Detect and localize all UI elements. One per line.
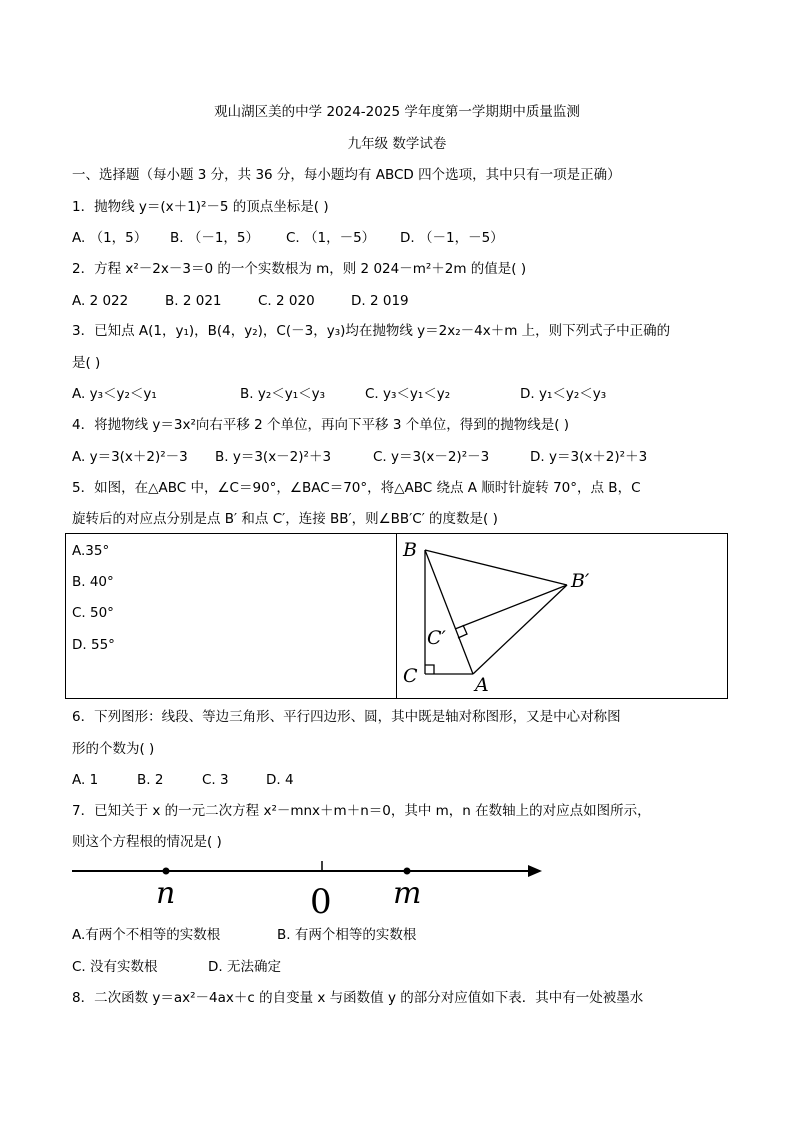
segment-BA — [425, 550, 473, 674]
label-A: A — [475, 674, 489, 696]
q6-option-b: B. 2 — [137, 772, 164, 788]
q3-option-c: C. y₃＜y₁＜y₂ — [365, 386, 451, 402]
q2-option-d: D. 2 019 — [351, 293, 409, 309]
segment-B-prime-C-prime — [455, 585, 567, 629]
q7-option-c: C. 没有实数根 — [72, 959, 158, 975]
q1-option-b: B. （－1，5） — [170, 230, 260, 246]
q7-option-d: D. 无法确定 — [208, 959, 281, 975]
q6-option-a: A. 1 — [72, 772, 99, 788]
q5-option-a: A.35° — [72, 543, 110, 559]
label-B: B — [403, 539, 417, 561]
label-C-prime: C′ — [427, 627, 446, 649]
question-3-stem-line1: 3．已知点 A(1，y₁)，B(4，y₂)，C(－3，y₃)均在抛物线 y＝2x₂－4x＋m 上，则下列式子中正确的 — [72, 323, 671, 339]
question-7-stem-line1: 7．已知关于 x 的一元二次方程 x²－mnx＋m＋n＝0，其中 m，n 在数轴上的对应点如图所示， — [72, 803, 651, 819]
q5-option-d: D. 55° — [72, 637, 115, 653]
question-6-stem-line2: 形的个数为( ) — [72, 741, 155, 757]
q1-option-c: C. （1，－5） — [286, 230, 376, 246]
question-2-stem: 2．方程 x²－2x－3＝0 的一个实数根为 m，则 2 024－m²＋2m 的值是( ) — [72, 261, 527, 277]
point-m — [404, 868, 411, 875]
q7-option-a: A.有两个不相等的实数根 — [72, 927, 221, 943]
q5-option-b: B. 40° — [72, 574, 114, 590]
q4-option-a: A. y＝3(x＋2)²－3 — [72, 449, 188, 465]
q4-option-b: B. y＝3(x－2)²＋3 — [215, 449, 332, 465]
q7-option-b: B. 有两个相等的实数根 — [277, 927, 417, 943]
right-angle-mark-C — [425, 665, 434, 674]
exam-title: 观山湖区美的中学 2024-2025 学年度第一学期期中质量监测 — [214, 104, 580, 120]
q4-option-d: D. y＝3(x＋2)²＋3 — [530, 449, 648, 465]
q4-option-c: C. y＝3(x－2)²－3 — [373, 449, 490, 465]
q3-option-a: A. y₃＜y₂＜y₁ — [72, 386, 157, 402]
q6-option-c: C. 3 — [202, 772, 229, 788]
q5-option-c: C. 50° — [72, 605, 114, 621]
question-5-stem-line2: 旋转后的对应点分别是点 B′ 和点 C′，连接 BB′，则∠BB′C′ 的度数是( ) — [72, 511, 498, 527]
q2-option-c: C. 2 020 — [258, 293, 315, 309]
q1-option-a: A. （1，5） — [72, 230, 148, 246]
question-7-stem-line2: 则这个方程根的情况是( ) — [72, 834, 222, 850]
question-6-stem-line1: 6．下列图形：线段、等边三角形、平行四边形、圆，其中既是轴对称图形，又是中心对称图 — [72, 709, 621, 725]
label-B-prime: B′ — [571, 570, 590, 592]
rotation-triangle-figure — [397, 534, 727, 698]
point-n — [163, 868, 170, 875]
segment-BB-prime — [425, 550, 567, 585]
question-1-stem: 1．抛物线 y＝(x＋1)²－5 的顶点坐标是( ) — [72, 199, 329, 215]
number-line-figure — [68, 855, 548, 920]
q1-option-d: D. （－1，－5） — [400, 230, 504, 246]
label-zero: 0 — [310, 882, 332, 920]
label-n: n — [156, 876, 176, 911]
q3-option-b: B. y₂＜y₁＜y₃ — [240, 386, 326, 402]
segment-B-prime-A — [473, 585, 567, 674]
q6-option-d: D. 4 — [266, 772, 294, 788]
label-C: C — [403, 665, 418, 687]
exam-subtitle: 九年级 数学试卷 — [347, 136, 447, 152]
number-line-arrow — [528, 865, 542, 877]
question-5-stem-line1: 5．如图，在△ABC 中，∠C＝90°，∠BAC＝70°，将△ABC 绕点 A 顺时针旋转 70°，点 B，C — [72, 480, 641, 496]
question-8-stem: 8．二次函数 y＝ax²－4ax＋c 的自变量 x 与函数值 y 的部分对应值如下表．其中有一处被墨水 — [72, 990, 644, 1006]
q2-option-b: B. 2 021 — [165, 293, 222, 309]
question-3-stem-line2: 是( ) — [72, 355, 101, 371]
section-heading: 一、选择题（每小题 3 分，共 36 分，每小题均有 ABCD 四个选项，其中只有一项是正确） — [72, 167, 621, 183]
q2-option-a: A. 2 022 — [72, 293, 129, 309]
label-m: m — [393, 876, 422, 911]
question-4-stem: 4．将抛物线 y＝3x²向右平移 2 个单位，再向下平移 3 个单位，得到的抛物线是( ) — [72, 417, 570, 433]
q3-option-d: D. y₁＜y₂＜y₃ — [520, 386, 607, 402]
